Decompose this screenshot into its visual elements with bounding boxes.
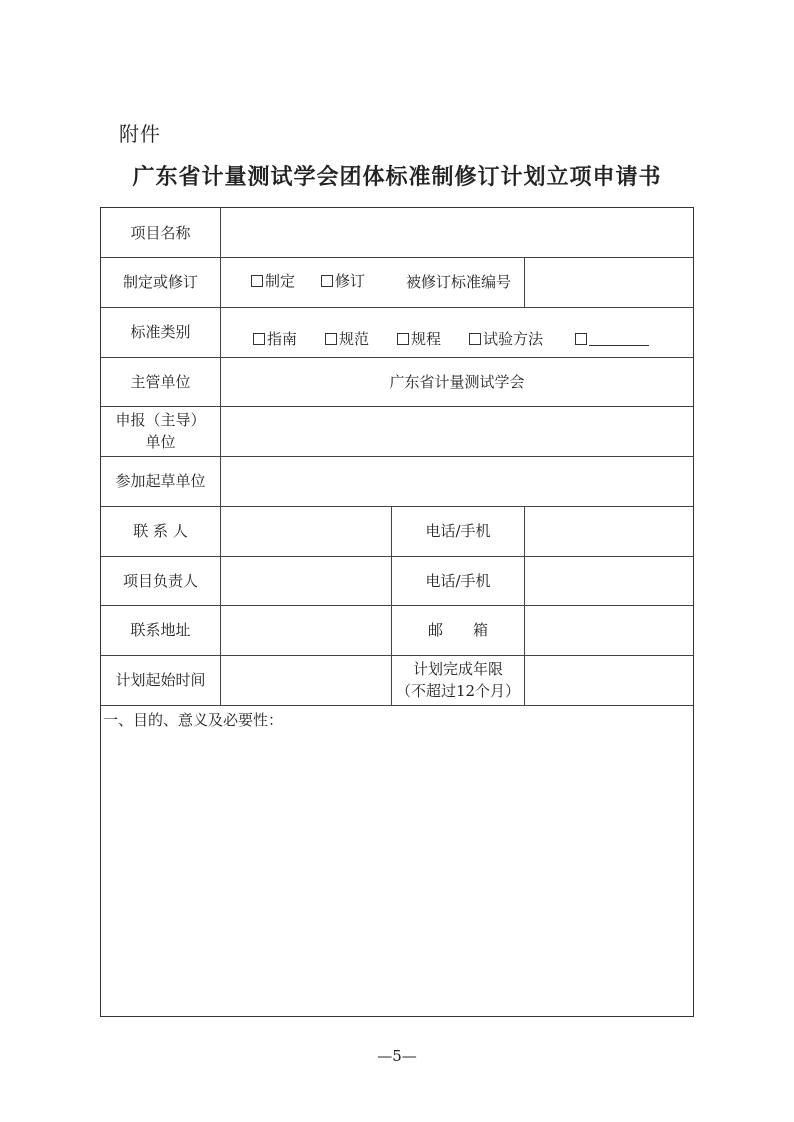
contact-phone-label: 电话/手机 <box>425 522 491 540</box>
deadline-label: 计划完成年限 （不超过12个月） <box>395 660 521 700</box>
type-label: 制定或修订 <box>122 273 198 291</box>
start-time-field[interactable] <box>221 655 391 705</box>
project-name-field[interactable] <box>221 208 693 257</box>
checkbox-icon[interactable] <box>575 333 587 345</box>
start-time-label: 计划起始时间 <box>115 671 206 689</box>
option-test-method[interactable]: 试验方法 <box>469 329 543 349</box>
contact-label: 联 系 人 <box>133 522 188 540</box>
contact-field[interactable] <box>221 506 391 556</box>
leader-phone-field[interactable] <box>525 556 693 605</box>
revised-standard-label: 被修订标准编号 <box>405 273 511 291</box>
checkbox-icon[interactable] <box>397 333 409 345</box>
page-number: —5— <box>377 1047 417 1065</box>
option-guide[interactable]: 指南 <box>253 329 297 349</box>
authority-value: 广东省计量测试学会 <box>389 372 525 391</box>
applicant-field[interactable] <box>221 406 693 456</box>
option-specification[interactable]: 规范 <box>325 329 369 349</box>
option-other[interactable] <box>575 329 649 349</box>
applicant-label: 申报（主导） 单位 <box>115 411 206 451</box>
page-title: 广东省计量测试学会团体标准制修订计划立项申请书 <box>132 165 662 190</box>
other-blank[interactable] <box>589 331 649 346</box>
drafters-field[interactable] <box>221 456 693 506</box>
email-field[interactable] <box>525 605 693 655</box>
option-establish[interactable]: 制定 <box>251 271 295 291</box>
leader-phone-label: 电话/手机 <box>425 571 491 590</box>
purpose-section[interactable] <box>101 706 693 1016</box>
application-form <box>100 207 694 1017</box>
address-label: 联系地址 <box>130 621 191 639</box>
option-revise[interactable]: 修订 <box>321 271 365 291</box>
revised-standard-field[interactable] <box>525 257 693 307</box>
contact-phone-field[interactable] <box>525 506 693 556</box>
address-field[interactable] <box>221 605 391 655</box>
drafters-label: 参加起草单位 <box>115 472 206 490</box>
checkbox-icon[interactable] <box>253 333 265 345</box>
authority-label: 主管单位 <box>130 372 191 391</box>
purpose-heading: 一、目的、意义及必要性： <box>103 711 284 729</box>
email-label: 邮 箱 <box>427 621 488 639</box>
checkbox-icon[interactable] <box>469 333 481 345</box>
checkbox-icon[interactable] <box>325 333 337 345</box>
deadline-field[interactable] <box>525 655 693 705</box>
attachment-label: 附件 <box>119 122 161 146</box>
checkbox-icon[interactable] <box>251 275 263 287</box>
option-regulation[interactable]: 规程 <box>397 329 441 349</box>
checkbox-icon[interactable] <box>321 275 333 287</box>
leader-label: 项目负责人 <box>122 571 198 590</box>
project-name-label: 项目名称 <box>130 223 191 242</box>
category-label: 标准类别 <box>130 323 191 341</box>
leader-field[interactable] <box>221 556 391 605</box>
